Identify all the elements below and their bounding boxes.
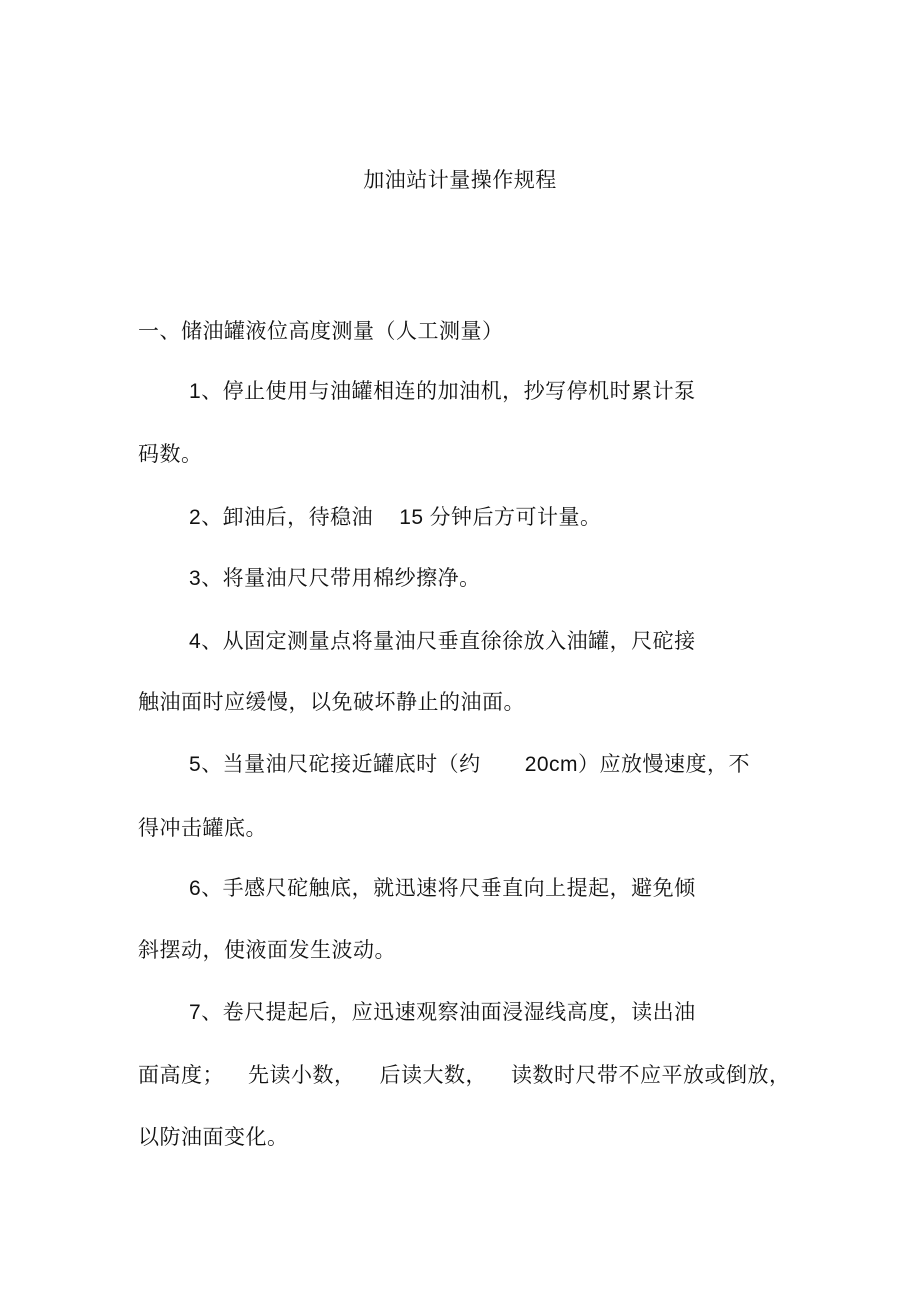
item-2-line-1 xyxy=(189,503,602,532)
item-value: 20cm xyxy=(524,753,579,776)
item-text: 后读大数， xyxy=(379,1063,487,1087)
item-number: 3 xyxy=(189,567,202,590)
item-text: 、当量油尺砣接近罐底时（约 xyxy=(201,752,481,776)
item-6-line-2: 斜摆动，使液面发生波动。 xyxy=(138,938,396,962)
item-1-line-2: 码数。 xyxy=(138,442,203,466)
item-value: 15 xyxy=(399,506,424,529)
section-heading: 一、储油罐液位高度测量（人工测量） xyxy=(138,319,504,343)
item-6-line-1 xyxy=(189,874,696,903)
item-text: ）应放慢速度，不 xyxy=(578,752,751,776)
item-number: 6 xyxy=(189,877,202,900)
item-4-line-2: 触油面时应缓慢，以免破坏静止的油面。 xyxy=(138,690,525,714)
item-text: 分钟后方可计量。 xyxy=(429,505,602,529)
item-1-line-1 xyxy=(189,377,696,406)
item-number: 2 xyxy=(189,506,202,529)
item-text: 、从固定测量点将量油尺垂直徐徐放入油罐，尺砣接 xyxy=(201,629,696,653)
item-text: 、停止使用与油罐相连的加油机，抄写停机时累计泵 xyxy=(201,379,696,403)
item-number: 5 xyxy=(189,753,202,776)
item-text: 先读小数， xyxy=(248,1063,356,1087)
item-text: 读数时尺带不应平放或倒放， xyxy=(511,1063,791,1087)
item-7-line-2 xyxy=(138,1061,791,1089)
item-number: 7 xyxy=(189,1001,202,1024)
item-5-line-2: 得冲击罐底。 xyxy=(138,816,267,840)
item-text: 面高度； xyxy=(138,1063,224,1087)
item-text: 、手感尺砣触底，就迅速将尺垂直向上提起，避免倾 xyxy=(201,876,696,900)
item-4-line-1 xyxy=(189,627,696,656)
item-5-line-1 xyxy=(189,750,750,779)
item-text: 、卸油后，待稳油 xyxy=(201,505,374,529)
item-text: 、卷尺提起后，应迅速观察油面浸湿线高度，读出油 xyxy=(201,1000,696,1024)
document-title: 加油站计量操作规程 xyxy=(363,168,557,192)
item-7-line-3: 以防油面变化。 xyxy=(138,1125,289,1149)
item-3-line-1 xyxy=(189,564,481,593)
item-number: 4 xyxy=(189,630,202,653)
item-text: 、将量油尺尺带用棉纱擦净。 xyxy=(201,566,481,590)
item-number: 1 xyxy=(189,380,202,403)
item-7-line-1 xyxy=(189,998,696,1027)
